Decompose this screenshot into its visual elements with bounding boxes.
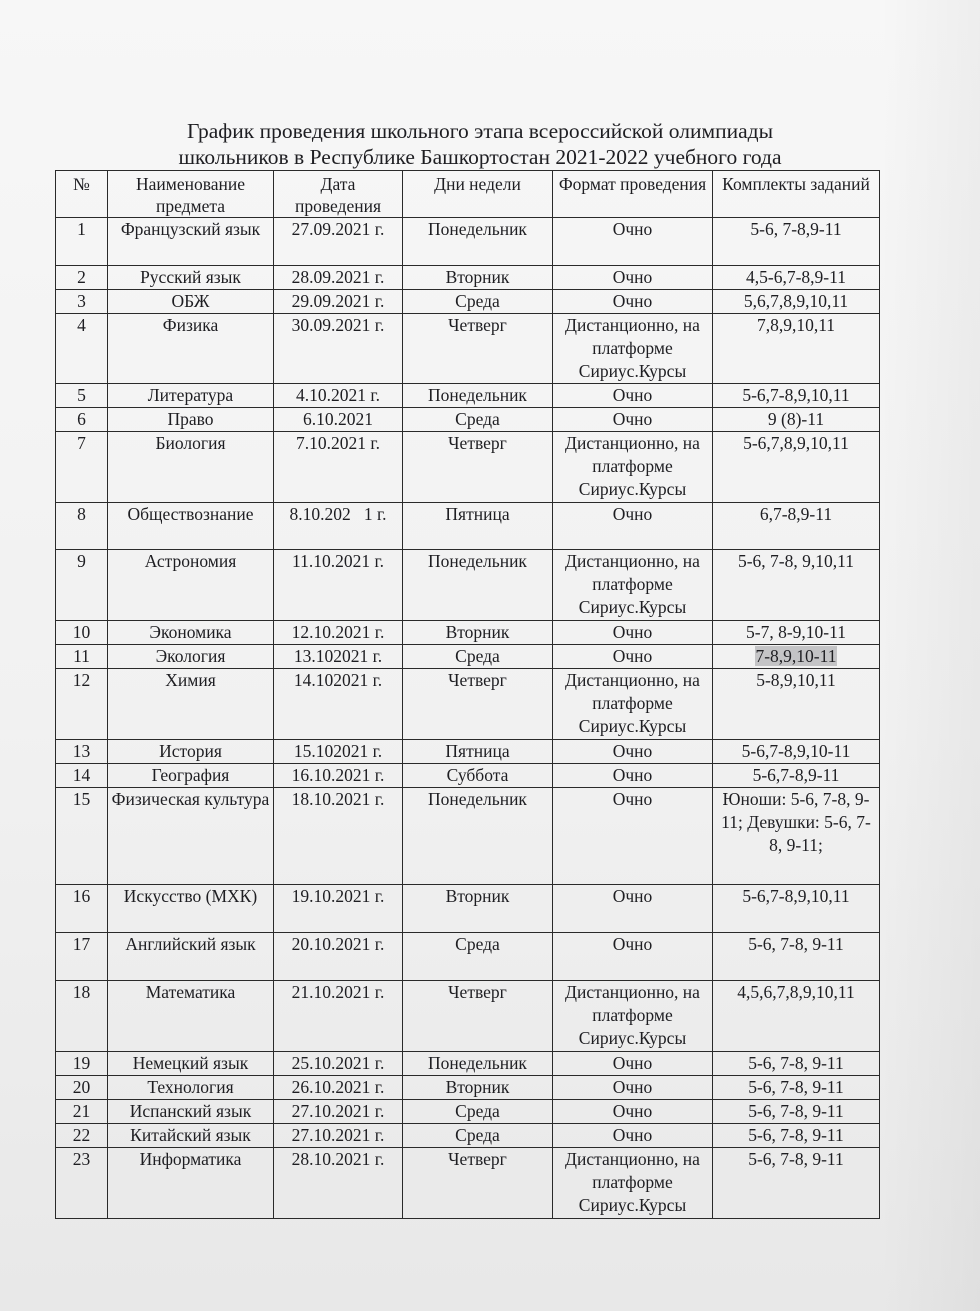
cell-num: 21: [56, 1100, 108, 1124]
cell-num: 2: [56, 266, 108, 290]
cell-tasks: 4,5-6,7-8,9-11: [713, 266, 880, 290]
cell-subject: Экономика: [108, 621, 274, 645]
table-row: [56, 550, 880, 621]
cell-subject: География: [108, 764, 274, 788]
cell-subject: Физическая культура: [108, 788, 274, 885]
cell-subject: Испанский язык: [108, 1100, 274, 1124]
cell-date: 29.09.2021 г.: [274, 290, 403, 314]
cell-format: Очно: [553, 266, 713, 290]
cell-format: Очно: [553, 788, 713, 885]
cell-subject: Литература: [108, 384, 274, 408]
cell-tasks: 9 (8)-11: [713, 408, 880, 432]
cell-day: Четверг: [403, 981, 553, 1052]
table-row: [56, 1076, 880, 1100]
cell-day: Среда: [403, 933, 553, 981]
cell-day: Среда: [403, 1100, 553, 1124]
table-row: [56, 218, 880, 266]
cell-tasks: 5-6, 7-8, 9-11: [713, 1052, 880, 1076]
cell-num: 9: [56, 550, 108, 621]
cell-num: 17: [56, 933, 108, 981]
table-row: [56, 266, 880, 290]
cell-num: 18: [56, 981, 108, 1052]
table-row: [56, 933, 880, 981]
header-num: №: [56, 171, 108, 218]
cell-day: Пятница: [403, 503, 553, 550]
cell-format: Очно: [553, 933, 713, 981]
cell-day: Среда: [403, 645, 553, 669]
cell-format: Очно: [553, 408, 713, 432]
cell-format: Дистанционно, на платформе Сириус.Курсы: [553, 669, 713, 740]
cell-num: 11: [56, 645, 108, 669]
cell-tasks: 5-6, 7-8, 9-11: [713, 1076, 880, 1100]
cell-date: 12.10.2021 г.: [274, 621, 403, 645]
cell-format: Дистанционно, на платформе Сириус.Курсы: [553, 314, 713, 384]
olympiad-schedule-table: [55, 170, 880, 1219]
cell-day: Четверг: [403, 314, 553, 384]
table-row: [56, 1052, 880, 1076]
cell-num: 19: [56, 1052, 108, 1076]
table-row: [56, 669, 880, 740]
table-row: [56, 1100, 880, 1124]
cell-subject: Химия: [108, 669, 274, 740]
cell-date: 20.10.2021 г.: [274, 933, 403, 981]
table-row: [56, 885, 880, 933]
cell-format: Очно: [553, 290, 713, 314]
highlighted-tasks-text: 7-8,9,10-11: [755, 646, 837, 666]
cell-tasks: 5-6,7-8,9,10-11: [713, 740, 880, 764]
cell-num: 22: [56, 1124, 108, 1148]
cell-tasks: 5-6,7-8,9-11: [713, 764, 880, 788]
cell-tasks: 6,7-8,9-11: [713, 503, 880, 550]
table-row: [56, 740, 880, 764]
cell-date: 6.10.2021: [274, 408, 403, 432]
cell-tasks: 5-6, 7-8, 9-11: [713, 1100, 880, 1124]
cell-tasks: 5-6, 7-8, 9-11: [713, 1148, 880, 1219]
header-day: Дни недели: [403, 171, 553, 218]
cell-date: 26.10.2021 г.: [274, 1076, 403, 1100]
table-header-row: [56, 171, 880, 218]
title-line-1: График проведения школьного этапа всероссийской олимпиады: [186, 119, 774, 143]
table-row: [56, 1148, 880, 1219]
cell-tasks: 5-8,9,10,11: [713, 669, 880, 740]
cell-format: Очно: [553, 885, 713, 933]
cell-num: 7: [56, 432, 108, 503]
cell-num: 3: [56, 290, 108, 314]
cell-subject: Право: [108, 408, 274, 432]
cell-format: Очно: [553, 1124, 713, 1148]
cell-format: Очно: [553, 218, 713, 266]
table-row: [56, 621, 880, 645]
header-format: Формат проведения: [553, 171, 713, 218]
cell-day: Понедельник: [403, 218, 553, 266]
cell-num: 8: [56, 503, 108, 550]
header-subject: Наименование предмета: [108, 171, 274, 218]
cell-tasks: 5-6,7-8,9,10,11: [713, 885, 880, 933]
cell-day: Среда: [403, 408, 553, 432]
cell-date: 21.10.2021 г.: [274, 981, 403, 1052]
cell-date: 16.10.2021 г.: [274, 764, 403, 788]
cell-format: Очно: [553, 1100, 713, 1124]
cell-day: Вторник: [403, 621, 553, 645]
cell-format: Очно: [553, 503, 713, 550]
cell-tasks: 5-6,7,8,9,10,11: [713, 432, 880, 503]
cell-num: 15: [56, 788, 108, 885]
table-row: [56, 408, 880, 432]
cell-tasks: 5-6,7-8,9,10,11: [713, 384, 880, 408]
cell-subject: Китайский язык: [108, 1124, 274, 1148]
cell-day: Вторник: [403, 266, 553, 290]
cell-subject: Английский язык: [108, 933, 274, 981]
cell-date: 13.102021 г.: [274, 645, 403, 669]
cell-format: Дистанционно, на платформе Сириус.Курсы: [553, 550, 713, 621]
cell-num: 13: [56, 740, 108, 764]
cell-date: 8.10.202 1 г.: [274, 503, 403, 550]
cell-num: 23: [56, 1148, 108, 1219]
cell-date: 30.09.2021 г.: [274, 314, 403, 384]
table-row: [56, 645, 880, 669]
cell-date: 7.10.2021 г.: [274, 432, 403, 503]
cell-date: 4.10.2021 г.: [274, 384, 403, 408]
cell-date: 14.102021 г.: [274, 669, 403, 740]
cell-date: 27.10.2021 г.: [274, 1100, 403, 1124]
cell-num: 6: [56, 408, 108, 432]
cell-format: Очно: [553, 1052, 713, 1076]
cell-tasks: 7,8,9,10,11: [713, 314, 880, 384]
cell-day: Суббота: [403, 764, 553, 788]
cell-num: 1: [56, 218, 108, 266]
table-row: [56, 290, 880, 314]
document-title: [100, 118, 860, 170]
cell-subject: Технология: [108, 1076, 274, 1100]
cell-tasks: 5-7, 8-9,10-11: [713, 621, 880, 645]
cell-day: Понедельник: [403, 550, 553, 621]
cell-day: Четверг: [403, 1148, 553, 1219]
cell-day: Понедельник: [403, 384, 553, 408]
cell-subject: Математика: [108, 981, 274, 1052]
cell-subject: Биология: [108, 432, 274, 503]
cell-subject: Искусство (МХК): [108, 885, 274, 933]
cell-tasks: 5-6, 7-8, 9-11: [713, 1124, 880, 1148]
table-row: [56, 503, 880, 550]
cell-format: Дистанционно, на платформе Сириус.Курсы: [553, 1148, 713, 1219]
title-line-2: школьников в Республике Башкортостан 2021-2022 учебного года: [178, 145, 782, 169]
cell-subject: ОБЖ: [108, 290, 274, 314]
cell-tasks: 5-6, 7-8, 9,10,11: [713, 550, 880, 621]
cell-day: Пятница: [403, 740, 553, 764]
cell-format: Дистанционно, на платформе Сириус.Курсы: [553, 981, 713, 1052]
table-row: [56, 764, 880, 788]
header-date: Дата проведения: [274, 171, 403, 218]
table-row: [56, 314, 880, 384]
cell-date: 11.10.2021 г.: [274, 550, 403, 621]
cell-tasks: 5,6,7,8,9,10,11: [713, 290, 880, 314]
cell-tasks: Юноши: 5-6, 7-8, 9-11; Девушки: 5-6, 7-8, 9-11;: [713, 788, 880, 885]
cell-date: 28.09.2021 г.: [274, 266, 403, 290]
cell-date: 18.10.2021 г.: [274, 788, 403, 885]
cell-date: 27.10.2021 г.: [274, 1124, 403, 1148]
cell-subject: Астрономия: [108, 550, 274, 621]
cell-format: Дистанционно, на платформе Сириус.Курсы: [553, 432, 713, 503]
cell-subject: Физика: [108, 314, 274, 384]
cell-num: 16: [56, 885, 108, 933]
table-row: [56, 432, 880, 503]
cell-subject: История: [108, 740, 274, 764]
cell-num: 5: [56, 384, 108, 408]
cell-day: Четверг: [403, 669, 553, 740]
cell-num: 4: [56, 314, 108, 384]
cell-day: Среда: [403, 290, 553, 314]
cell-day: Понедельник: [403, 788, 553, 885]
cell-num: 20: [56, 1076, 108, 1100]
cell-num: 12: [56, 669, 108, 740]
cell-subject: Французский язык: [108, 218, 274, 266]
cell-date: 25.10.2021 г.: [274, 1052, 403, 1076]
cell-date: 27.09.2021 г.: [274, 218, 403, 266]
cell-num: 14: [56, 764, 108, 788]
cell-day: Среда: [403, 1124, 553, 1148]
cell-date: 19.10.2021 г.: [274, 885, 403, 933]
cell-format: Очно: [553, 645, 713, 669]
cell-tasks: 4,5,6,7,8,9,10,11: [713, 981, 880, 1052]
cell-format: Очно: [553, 740, 713, 764]
cell-format: Очно: [553, 621, 713, 645]
cell-subject: Обществознание: [108, 503, 274, 550]
cell-subject: Русский язык: [108, 266, 274, 290]
cell-tasks: [713, 645, 880, 669]
header-tasks: Комплекты заданий: [713, 171, 880, 218]
table-row: [56, 981, 880, 1052]
cell-subject: Немецкий язык: [108, 1052, 274, 1076]
cell-day: Понедельник: [403, 1052, 553, 1076]
table-row: [56, 384, 880, 408]
cell-tasks: 5-6, 7-8, 9-11: [713, 933, 880, 981]
cell-tasks: 5-6, 7-8,9-11: [713, 218, 880, 266]
cell-day: Вторник: [403, 885, 553, 933]
table-row: [56, 1124, 880, 1148]
cell-format: Очно: [553, 384, 713, 408]
cell-date: 28.10.2021 г.: [274, 1148, 403, 1219]
cell-subject: Экология: [108, 645, 274, 669]
cell-format: Очно: [553, 1076, 713, 1100]
table-row: [56, 788, 880, 885]
cell-subject: Информатика: [108, 1148, 274, 1219]
cell-format: Очно: [553, 764, 713, 788]
cell-day: Четверг: [403, 432, 553, 503]
cell-date: 15.102021 г.: [274, 740, 403, 764]
cell-num: 10: [56, 621, 108, 645]
cell-day: Вторник: [403, 1076, 553, 1100]
